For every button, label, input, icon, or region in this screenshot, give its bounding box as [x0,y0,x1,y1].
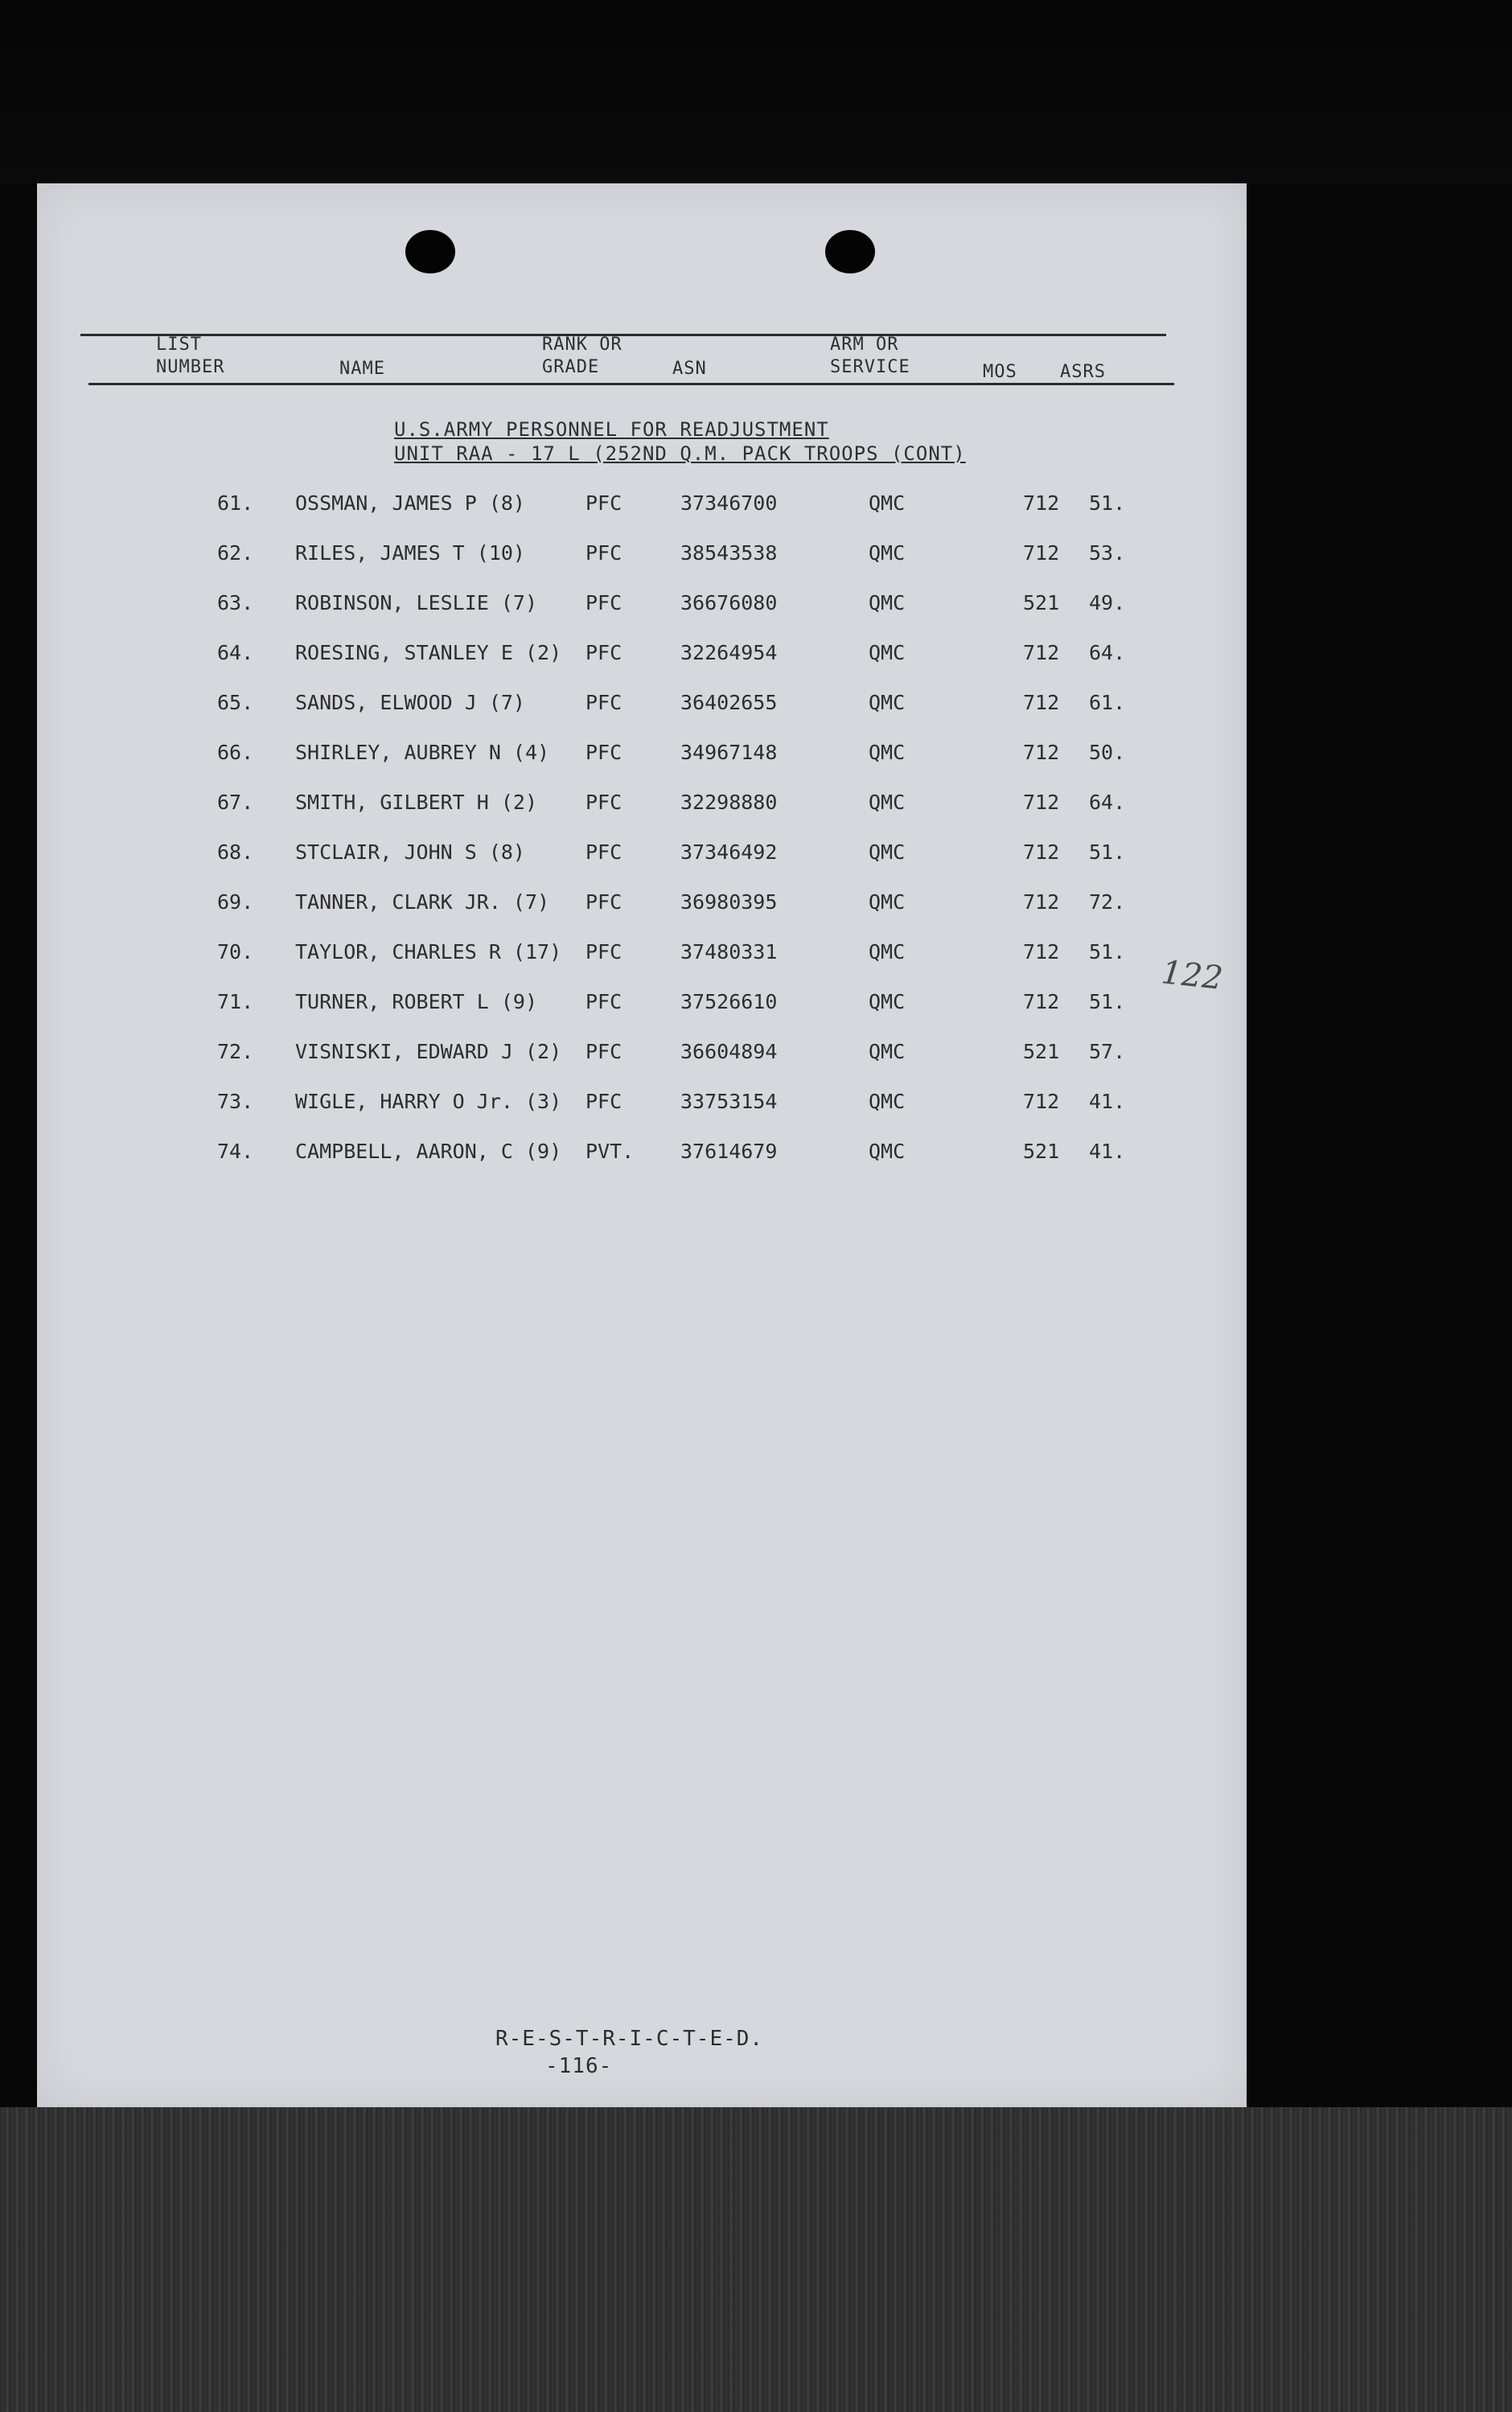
header-list: LIST [156,335,202,355]
title-line-1: U.S.ARMY PERSONNEL FOR READJUSTMENT [394,418,829,441]
asn: 33753154 [680,1090,778,1113]
soldier-name: ROESING, STANLEY E (2) [295,641,562,664]
title-line-2: UNIT RAA - 17 L (252ND Q.M. PACK TROOPS (CONT) [394,442,966,465]
document-page [37,183,1247,2107]
mos: 712 [1023,691,1060,714]
asrs: 41. [1089,1140,1126,1163]
list-number: 62. [217,541,254,565]
header-mos: MOS [983,362,1017,382]
punch-hole-left [405,230,455,273]
header-asn: ASN [672,359,707,379]
header-number: NUMBER [156,357,225,377]
asrs: 51. [1089,840,1126,864]
asrs: 50. [1089,741,1126,764]
mos: 521 [1023,591,1060,614]
arm-service: QMC [869,1040,906,1063]
soldier-name: SMITH, GILBERT H (2) [295,791,538,814]
asrs: 41. [1089,1090,1126,1113]
list-number: 70. [217,940,254,964]
mos: 712 [1023,541,1060,565]
rank: PFC [585,990,622,1013]
rank: PFC [585,890,622,914]
mos: 712 [1023,741,1060,764]
asrs: 61. [1089,691,1126,714]
list-number: 65. [217,691,254,714]
asrs: 53. [1089,541,1126,565]
rank: PFC [585,541,622,565]
soldier-name: SHIRLEY, AUBREY N (4) [295,741,550,764]
arm-service: QMC [869,840,906,864]
header-rule-bottom [88,383,1174,385]
header-rule-top [80,334,1166,336]
arm-service: QMC [869,691,906,714]
arm-service: QMC [869,541,906,565]
soldier-name: CAMPBELL, AARON, C (9) [295,1140,562,1163]
rank: PFC [585,691,622,714]
soldier-name: WIGLE, HARRY O Jr. (3) [295,1090,562,1113]
arm-service: QMC [869,591,906,614]
mos: 712 [1023,791,1060,814]
arm-service: QMC [869,491,906,515]
scan-frame-bottom [0,2107,1512,2412]
arm-service: QMC [869,1090,906,1113]
asn: 32264954 [680,641,778,664]
arm-service: QMC [869,641,906,664]
soldier-name: ROBINSON, LESLIE (7) [295,591,538,614]
list-number: 71. [217,990,254,1013]
soldier-name: VISNISKI, EDWARD J (2) [295,1040,562,1063]
asrs: 57. [1089,1040,1126,1063]
list-number: 64. [217,641,254,664]
soldier-name: TANNER, CLARK JR. (7) [295,890,550,914]
rank: PFC [585,1090,622,1113]
rank: PVT. [585,1140,635,1163]
asn: 37614679 [680,1140,778,1163]
soldier-name: STCLAIR, JOHN S (8) [295,840,525,864]
mos: 712 [1023,890,1060,914]
asn: 34967148 [680,741,778,764]
handwritten-page-note: 122 [1159,954,1225,997]
list-number: 69. [217,890,254,914]
asn: 37526610 [680,990,778,1013]
mos: 712 [1023,491,1060,515]
list-number: 63. [217,591,254,614]
asn: 38543538 [680,541,778,565]
asrs: 51. [1089,940,1126,964]
header-name: NAME [339,359,385,379]
restricted-marking: R-E-S-T-R-I-C-T-E-D. [495,2027,764,2051]
list-number: 74. [217,1140,254,1163]
rank: PFC [585,591,622,614]
arm-service: QMC [869,791,906,814]
header-arm: ARM OR [830,335,899,355]
list-number: 68. [217,840,254,864]
asn: 37346700 [680,491,778,515]
asrs: 51. [1089,990,1126,1013]
asn: 36402655 [680,691,778,714]
arm-service: QMC [869,990,906,1013]
rank: PFC [585,940,622,964]
header-grade: GRADE [542,357,600,377]
mos: 712 [1023,1090,1060,1113]
soldier-name: OSSMAN, JAMES P (8) [295,491,525,515]
list-number: 61. [217,491,254,515]
header-service: SERVICE [830,357,910,377]
asrs: 49. [1089,591,1126,614]
mos: 712 [1023,990,1060,1013]
soldier-name: SANDS, ELWOOD J (7) [295,691,525,714]
arm-service: QMC [869,741,906,764]
punch-hole-right [825,230,875,273]
asrs: 64. [1089,641,1126,664]
rank: PFC [585,491,622,515]
mos: 712 [1023,840,1060,864]
header-rank: RANK OR [542,335,622,355]
list-number: 72. [217,1040,254,1063]
asrs: 51. [1089,491,1126,515]
arm-service: QMC [869,890,906,914]
list-number: 73. [217,1090,254,1113]
asn: 36980395 [680,890,778,914]
scan-frame-top [0,0,1512,183]
rank: PFC [585,1040,622,1063]
header-asrs: ASRS [1060,362,1106,382]
rank: PFC [585,741,622,764]
list-number: 66. [217,741,254,764]
arm-service: QMC [869,1140,906,1163]
soldier-name: TAYLOR, CHARLES R (17) [295,940,562,964]
asn: 36604894 [680,1040,778,1063]
mos: 521 [1023,1040,1060,1063]
soldier-name: RILES, JAMES T (10) [295,541,525,565]
list-number: 67. [217,791,254,814]
rank: PFC [585,641,622,664]
rank: PFC [585,791,622,814]
asn: 37346492 [680,840,778,864]
asn: 36676080 [680,591,778,614]
asrs: 64. [1089,791,1126,814]
soldier-name: TURNER, ROBERT L (9) [295,990,538,1013]
mos: 712 [1023,940,1060,964]
page-number: -116- [545,2054,613,2078]
mos: 712 [1023,641,1060,664]
asn: 32298880 [680,791,778,814]
rank: PFC [585,840,622,864]
asn: 37480331 [680,940,778,964]
asrs: 72. [1089,890,1126,914]
arm-service: QMC [869,940,906,964]
mos: 521 [1023,1140,1060,1163]
